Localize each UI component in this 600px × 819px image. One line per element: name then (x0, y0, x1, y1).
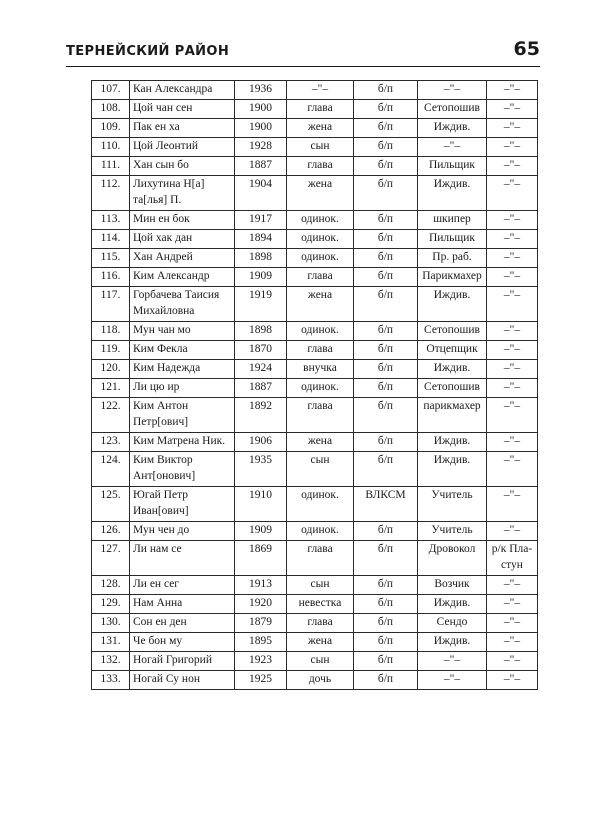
occupation-cell: Иждив. (418, 360, 487, 379)
table-row (92, 360, 538, 379)
note-cell: –"– (487, 322, 538, 341)
party-status-cell: б/п (354, 595, 418, 614)
occupation-cell: Иждив. (418, 119, 487, 138)
note-cell: –"– (487, 230, 538, 249)
roster-body (92, 81, 538, 690)
birth-year-cell: 1923 (235, 652, 287, 671)
row-number-cell: 131. (92, 633, 130, 652)
birth-year-cell: 1917 (235, 211, 287, 230)
birth-year-cell: 1936 (235, 81, 287, 100)
page-number: 65 (513, 38, 540, 60)
occupation-cell: Пр. раб. (418, 249, 487, 268)
note-cell: –"– (487, 633, 538, 652)
note-cell: –"– (487, 287, 538, 322)
row-number-cell: 110. (92, 138, 130, 157)
occupation-cell: –"– (418, 138, 487, 157)
family-relation-cell: дочь (287, 671, 354, 690)
party-status-cell: б/п (354, 119, 418, 138)
birth-year-cell: 1887 (235, 157, 287, 176)
row-number-cell: 117. (92, 287, 130, 322)
note-cell: –"– (487, 522, 538, 541)
family-relation-cell: глава (287, 268, 354, 287)
party-status-cell: б/п (354, 652, 418, 671)
person-name-cell: Ким Александр (130, 268, 235, 287)
row-number-cell: 128. (92, 576, 130, 595)
birth-year-cell: 1894 (235, 230, 287, 249)
family-relation-cell: глава (287, 398, 354, 433)
occupation-cell: Парикмахер (418, 268, 487, 287)
family-relation-cell: внучка (287, 360, 354, 379)
person-name-cell: Хан сын бо (130, 157, 235, 176)
occupation-cell: Учитель (418, 522, 487, 541)
occupation-cell: Сетопошив (418, 379, 487, 398)
family-relation-cell: одинок. (287, 249, 354, 268)
party-status-cell: б/п (354, 100, 418, 119)
birth-year-cell: 1887 (235, 379, 287, 398)
note-cell: –"– (487, 211, 538, 230)
person-name-cell: Горбачева Таисия Михайловна (130, 287, 235, 322)
birth-year-cell: 1919 (235, 287, 287, 322)
note-cell: –"– (487, 398, 538, 433)
family-relation-cell: глава (287, 541, 354, 576)
note-cell: –"– (487, 100, 538, 119)
party-status-cell: б/п (354, 157, 418, 176)
note-cell: –"– (487, 452, 538, 487)
party-status-cell: б/п (354, 522, 418, 541)
row-number-cell: 125. (92, 487, 130, 522)
note-cell: –"– (487, 341, 538, 360)
family-relation-cell: жена (287, 287, 354, 322)
occupation-cell: Иждив. (418, 176, 487, 211)
occupation-cell: Сендо (418, 614, 487, 633)
page-header (66, 40, 540, 70)
birth-year-cell: 1869 (235, 541, 287, 576)
person-name-cell: Ким Антон Петр[ович] (130, 398, 235, 433)
family-relation-cell: невестка (287, 595, 354, 614)
row-number-cell: 115. (92, 249, 130, 268)
occupation-cell: –"– (418, 652, 487, 671)
party-status-cell: б/п (354, 433, 418, 452)
birth-year-cell: 1900 (235, 100, 287, 119)
family-relation-cell: жена (287, 633, 354, 652)
person-name-cell: Мин ен бок (130, 211, 235, 230)
occupation-cell: Сетопошив (418, 100, 487, 119)
family-relation-cell: глава (287, 157, 354, 176)
party-status-cell: б/п (354, 287, 418, 322)
note-cell: –"– (487, 576, 538, 595)
table-row (92, 541, 538, 576)
birth-year-cell: 1935 (235, 452, 287, 487)
row-number-cell: 116. (92, 268, 130, 287)
note-cell: –"– (487, 360, 538, 379)
party-status-cell: б/п (354, 249, 418, 268)
family-relation-cell: одинок. (287, 211, 354, 230)
note-cell: –"– (487, 379, 538, 398)
table-row (92, 176, 538, 211)
row-number-cell: 121. (92, 379, 130, 398)
family-relation-cell: глава (287, 614, 354, 633)
table-row (92, 652, 538, 671)
table-row (92, 487, 538, 522)
table-row (92, 119, 538, 138)
note-cell: –"– (487, 138, 538, 157)
birth-year-cell: 1906 (235, 433, 287, 452)
note-cell: –"– (487, 652, 538, 671)
note-cell: –"– (487, 81, 538, 100)
person-name-cell: Мун чан мо (130, 322, 235, 341)
table-row (92, 230, 538, 249)
row-number-cell: 111. (92, 157, 130, 176)
row-number-cell: 133. (92, 671, 130, 690)
party-status-cell: б/п (354, 360, 418, 379)
person-name-cell: Кан Александра (130, 81, 235, 100)
family-relation-cell: жена (287, 433, 354, 452)
party-status-cell: б/п (354, 633, 418, 652)
party-status-cell: б/п (354, 322, 418, 341)
table-row (92, 81, 538, 100)
family-relation-cell: одинок. (287, 522, 354, 541)
family-relation-cell: сын (287, 576, 354, 595)
birth-year-cell: 1909 (235, 268, 287, 287)
row-number-cell: 132. (92, 652, 130, 671)
table-row (92, 633, 538, 652)
person-name-cell: Ким Виктор Ант[онович] (130, 452, 235, 487)
running-title: ТЕРНЕЙСКИЙ РАЙОН (66, 44, 230, 59)
row-number-cell: 112. (92, 176, 130, 211)
birth-year-cell: 1879 (235, 614, 287, 633)
occupation-cell: Иждив. (418, 287, 487, 322)
person-name-cell: Цой хак дан (130, 230, 235, 249)
occupation-cell: –"– (418, 81, 487, 100)
occupation-cell: Пильщик (418, 157, 487, 176)
party-status-cell: б/п (354, 671, 418, 690)
party-status-cell: б/п (354, 138, 418, 157)
table-row (92, 576, 538, 595)
party-status-cell: б/п (354, 176, 418, 211)
family-relation-cell: жена (287, 176, 354, 211)
table-row (92, 452, 538, 487)
row-number-cell: 126. (92, 522, 130, 541)
family-relation-cell: одинок. (287, 379, 354, 398)
row-number-cell: 108. (92, 100, 130, 119)
note-cell: –"– (487, 268, 538, 287)
party-status-cell: б/п (354, 81, 418, 100)
family-relation-cell: жена (287, 119, 354, 138)
person-name-cell: Лихутина Н[а] та[лья] П. (130, 176, 235, 211)
birth-year-cell: 1925 (235, 671, 287, 690)
birth-year-cell: 1898 (235, 322, 287, 341)
note-cell: –"– (487, 249, 538, 268)
person-name-cell: Пак ен ха (130, 119, 235, 138)
person-name-cell: Ким Матрена Ник. (130, 433, 235, 452)
row-number-cell: 107. (92, 81, 130, 100)
birth-year-cell: 1910 (235, 487, 287, 522)
table-row (92, 522, 538, 541)
table-row (92, 100, 538, 119)
occupation-cell: Сетопошив (418, 322, 487, 341)
person-name-cell: Сон ен ден (130, 614, 235, 633)
occupation-cell: Отцепщик (418, 341, 487, 360)
birth-year-cell: 1904 (235, 176, 287, 211)
occupation-cell: парикмахер (418, 398, 487, 433)
birth-year-cell: 1913 (235, 576, 287, 595)
row-number-cell: 118. (92, 322, 130, 341)
person-name-cell: Мун чен до (130, 522, 235, 541)
row-number-cell: 123. (92, 433, 130, 452)
party-status-cell: ВЛКСМ (354, 487, 418, 522)
table-row (92, 595, 538, 614)
party-status-cell: б/п (354, 341, 418, 360)
person-name-cell: Ли цю ир (130, 379, 235, 398)
person-name-cell: Ногай Су нон (130, 671, 235, 690)
family-relation-cell: сын (287, 452, 354, 487)
occupation-cell: –"– (418, 671, 487, 690)
person-name-cell: Нам Анна (130, 595, 235, 614)
table-row (92, 138, 538, 157)
family-relation-cell: –"– (287, 81, 354, 100)
person-name-cell: Хан Андрей (130, 249, 235, 268)
birth-year-cell: 1898 (235, 249, 287, 268)
table-row (92, 322, 538, 341)
table-row (92, 614, 538, 633)
note-cell: –"– (487, 671, 538, 690)
family-relation-cell: сын (287, 652, 354, 671)
birth-year-cell: 1892 (235, 398, 287, 433)
occupation-cell: Дровокол (418, 541, 487, 576)
row-number-cell: 127. (92, 541, 130, 576)
occupation-cell: Иждив. (418, 633, 487, 652)
occupation-cell: Учитель (418, 487, 487, 522)
note-cell: –"– (487, 595, 538, 614)
birth-year-cell: 1928 (235, 138, 287, 157)
birth-year-cell: 1870 (235, 341, 287, 360)
occupation-cell: Иждив. (418, 452, 487, 487)
occupation-cell: Возчик (418, 576, 487, 595)
row-number-cell: 129. (92, 595, 130, 614)
table-row (92, 379, 538, 398)
occupation-cell: Иждив. (418, 595, 487, 614)
row-number-cell: 122. (92, 398, 130, 433)
note-cell: –"– (487, 176, 538, 211)
person-name-cell: Югай Петр Иван[ович] (130, 487, 235, 522)
person-name-cell: Ногай Григорий (130, 652, 235, 671)
row-number-cell: 119. (92, 341, 130, 360)
row-number-cell: 124. (92, 452, 130, 487)
row-number-cell: 120. (92, 360, 130, 379)
note-cell: –"– (487, 119, 538, 138)
occupation-cell: Пильщик (418, 230, 487, 249)
row-number-cell: 130. (92, 614, 130, 633)
row-number-cell: 114. (92, 230, 130, 249)
person-name-cell: Ли нам се (130, 541, 235, 576)
family-relation-cell: сын (287, 138, 354, 157)
note-cell: –"– (487, 433, 538, 452)
family-relation-cell: одинок. (287, 487, 354, 522)
party-status-cell: б/п (354, 379, 418, 398)
person-name-cell: Ким Фекла (130, 341, 235, 360)
note-cell: –"– (487, 157, 538, 176)
table-row (92, 398, 538, 433)
party-status-cell: б/п (354, 230, 418, 249)
family-relation-cell: глава (287, 341, 354, 360)
party-status-cell: б/п (354, 452, 418, 487)
party-status-cell: б/п (354, 614, 418, 633)
family-relation-cell: глава (287, 100, 354, 119)
birth-year-cell: 1909 (235, 522, 287, 541)
table-row (92, 249, 538, 268)
person-name-cell: Цой чан сен (130, 100, 235, 119)
table-row (92, 433, 538, 452)
party-status-cell: б/п (354, 268, 418, 287)
roster-table (91, 80, 538, 690)
person-name-cell: Ким Надежда (130, 360, 235, 379)
occupation-cell: шкипер (418, 211, 487, 230)
family-relation-cell: одинок. (287, 230, 354, 249)
table-row (92, 671, 538, 690)
birth-year-cell: 1900 (235, 119, 287, 138)
table-row (92, 157, 538, 176)
header-rule (66, 66, 540, 67)
birth-year-cell: 1895 (235, 633, 287, 652)
person-name-cell: Че бон му (130, 633, 235, 652)
row-number-cell: 109. (92, 119, 130, 138)
table-row (92, 268, 538, 287)
table-row (92, 211, 538, 230)
birth-year-cell: 1924 (235, 360, 287, 379)
party-status-cell: б/п (354, 211, 418, 230)
family-relation-cell: одинок. (287, 322, 354, 341)
party-status-cell: б/п (354, 541, 418, 576)
party-status-cell: б/п (354, 576, 418, 595)
occupation-cell: Иждив. (418, 433, 487, 452)
person-name-cell: Цой Леонтий (130, 138, 235, 157)
row-number-cell: 113. (92, 211, 130, 230)
table-row (92, 287, 538, 322)
person-name-cell: Ли ен сег (130, 576, 235, 595)
party-status-cell: б/п (354, 398, 418, 433)
note-cell: р/к Пла- стун (487, 541, 538, 576)
note-cell: –"– (487, 487, 538, 522)
table-row (92, 341, 538, 360)
birth-year-cell: 1920 (235, 595, 287, 614)
note-cell: –"– (487, 614, 538, 633)
